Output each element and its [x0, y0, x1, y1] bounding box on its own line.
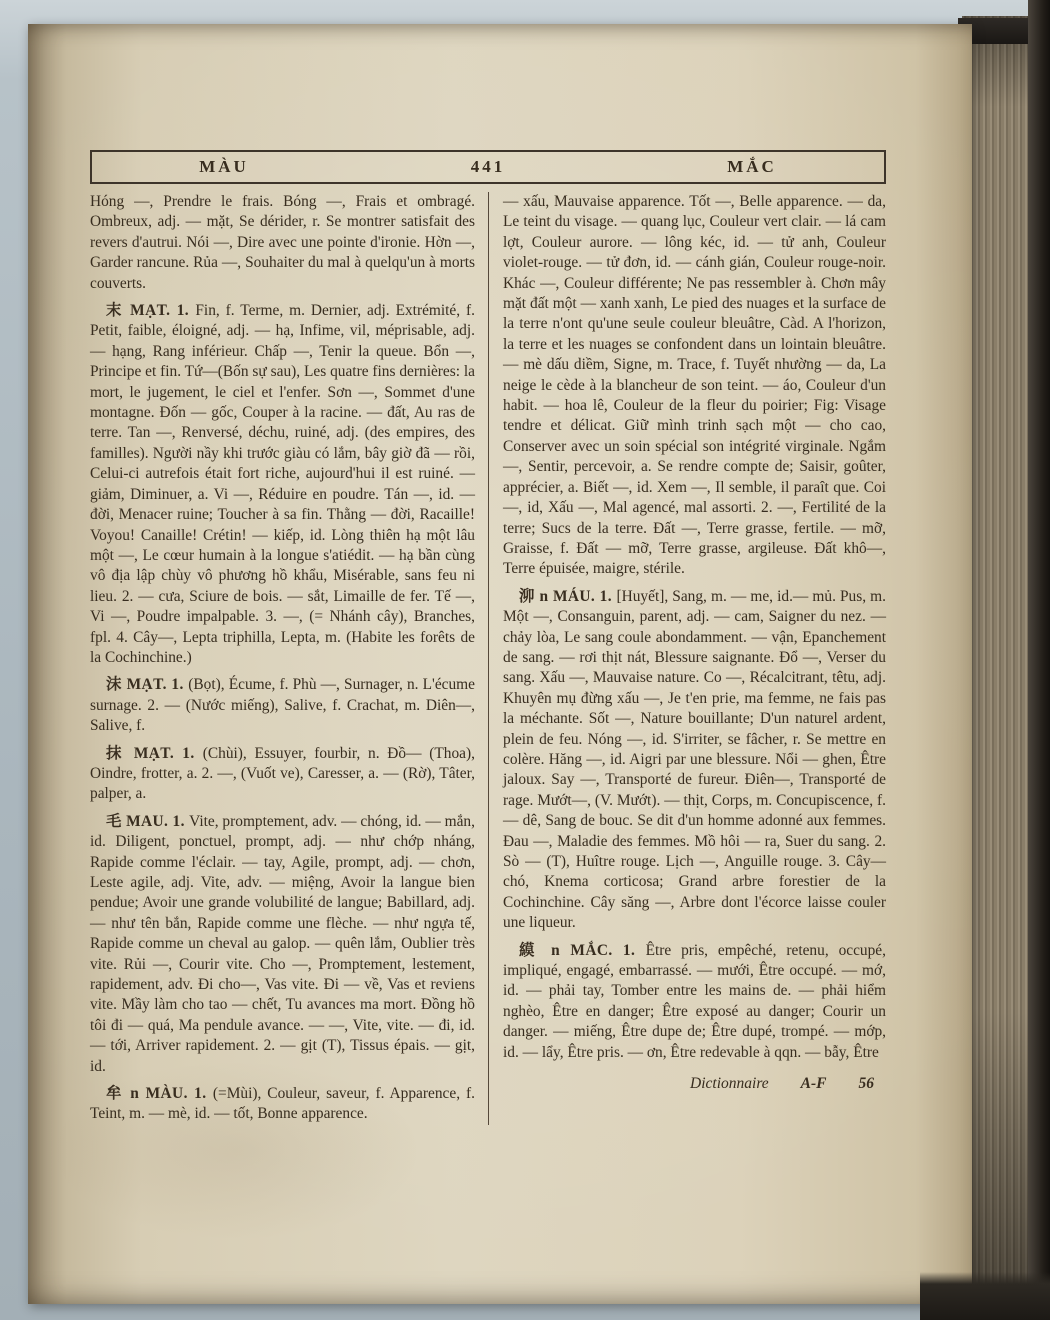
running-head-left-word: MÀU — [199, 157, 249, 176]
running-head-right-word: MẮC — [727, 157, 777, 176]
dictionary-entry: 抹 MẠT. 1. (Chùi), Essuyer, fourbir, n. Đồ— (Thoa), Oindre, frotter, a. 2. —, (Vuốt ve), Caresser, a. — (Rờ), Tâter, palper, a. — [90, 744, 475, 803]
left-column-entries — [90, 192, 475, 1125]
right-column-entries — [503, 192, 886, 1063]
dictionary-entry: Hóng —, Prendre le frais. Bóng —, Frais et ombragé. Ombreux, adj. — mặt, Se dérider, r. Se montrer satisfait des revers d'autrui. Nói —, Dire avec une pointe d'ironie. Hờn —, Garder rancune. Rủa —, Souhaiter du mal à quelqu'un à morts couverts. — [90, 193, 475, 292]
entry-headword: 泖 n MÁU. 1. — [519, 587, 617, 605]
dictionary-entry: 縸 n MẮC. 1. Être pris, empêché, retenu, occupé, impliqué, engagé, embarrassé. — mưới, Être occupé. — mớ, id. — phải tay, Tomber entre les mains de. — phải hiểm nghèo, Être en danger; Être exposé au danger; Courir un danger. — miếng, Être dupe de; Être dupé, trompé. — mớp, id. — lẩy, Être pris. — ơn, Être redevable à qqn. — bẫy, Être — [503, 941, 886, 1061]
book-cover-bottom-edge — [920, 1272, 1050, 1320]
footer-dictionary-label: Dictionnaire — [690, 1075, 769, 1093]
running-head — [90, 150, 886, 184]
book-cover-right-edge — [1028, 0, 1050, 1320]
entry-headword: 末 MẠT. 1. — [106, 302, 196, 320]
footer-signature-number: 56 — [858, 1075, 874, 1093]
dictionary-entry: 沫 MẠT. 1. (Bọt), Écume, f. Phù —, Surnager, n. L'écume surnage. 2. — (Nước miếng), Salive, f. Crachat, m. Diên—, Salive, f. — [90, 676, 475, 735]
entry-headword: 沫 MẠT. 1. — [106, 676, 189, 694]
dictionary-entry: — xấu, Mauvaise apparence. Tốt —, Belle apparence. — da, Le teint du visage. — quang lục, Couleur vert clair. — lá cam lợt, Couleur aurore. — lông kéc, id. — tử anh, Couleur violet-rouge. — tử đơn, id. — cánh gián, Couleur rouge-noir. Khác —, Couleur différente; Ne pas ressembler à. Chơn mây mặt đất một — xanh xanh, Le pied des nuages et la surface de la terre n'ont qu'une seule couleur bleuâtre, Càd. A l'horizon, la terre et les nuages se confondent dans un lointain bleuâtre. — mè dấu diềm, Signe, m. Trace, f. Tuyết nhường — da, La neige le cède à la blancheur de son teint. — áo, Couleur d'un habit. — hoa lê, Couleur de la fleur du poirier; Fig: Visage tendre et délicat. Giữ mình trinh sạch một — cho cao, Conserver avec un soin spécial son intégrité virginale. Ngắm —, Sentir, percevoir, a. Se rendre compte de; Saisir, goûter, apprécier, a. Biết —, id. Xem —, Il semble, il paraît que. Coi —, id, Xấu —, Mal agencé, mal assorti. 2. —, Fertilité de la terre; Sucs de la terre. Đất —, Terre grasse, fertile. — mỡ, Graisse, f. Đất — mỡ, Terre grasse, argileuse. Đất khô—, Terre épuisée, maigre, stérile. — [503, 193, 886, 578]
two-column-text — [90, 192, 886, 1125]
entry-headword: 毛 MAU. 1. — [106, 812, 190, 830]
footer-volume-label: A-F — [800, 1075, 827, 1093]
entry-headword: 抹 MẠT. 1. — [106, 744, 203, 762]
running-head-page-number: 441 — [470, 157, 506, 176]
dictionary-entry: 毛 MAU. 1. Vite, promptement, adv. — chóng, id. — mắn, id. Diligent, ponctuel, prompt, adj. — như chớp nháng, Rapide comme l'éclair. — tay, Agile, prompt, adj. — chơn, Leste agile, adj. Vite, adv. — miệng, Avoir la langue bien pendue; Avoir une grande volubilité de langue; Babillard, adj. — như tên bắn, Rapide comme une flèche. — như ngựa tế, Rapide comme un cheval au galop. — quên lắm, Oublier très vite. Rủi —, Courir vite. Cho —, Promptement, lestement, rapidement, adv. Đi cho—, Vas vite. Đi — về, Vas et reviens vite. Mầy làm cho tao — chết, Tu avances ma mort. Đồng hồ tôi đi — quá, Ma pendule avance. — —, Vite, vite. — đi, id. — tới, Arriver rapidement. 2. — gịt (T), Tissus épais. — gịt, id. — [90, 812, 475, 1075]
page-text-block — [90, 150, 886, 1125]
dictionary-entry: 末 MẠT. 1. Fin, f. Terme, m. Dernier, adj. Extrémité, f. Petit, faible, éloigné, adj. — hạ, Infime, vil, méprisable, adj. — hạng, Rang inférieur. Chấp —, Tenir la queue. Bổn —, Principe et fin. Tứ—(Bốn sự sau), Les quatre fins dernières: la mort, le jugement, le ciel et l'enfer. Sơn —, Sommet d'une montagne. Đốn — gốc, Couper à la racine. — đất, Au ras de terre. Tan —, Renversé, déchu, ruiné, adj. (des empires, des familles). Người nầy khi trước giàu có lắm, bây giờ đã — rồi, Celui-ci autrefois était fort riche, aujourd'hui il est ruiné. — giảm, Diminuer, a. Vi —, Réduire en poudre. Tán —, id. — đời, Menacer ruine; Toucher à sa fin. Thằng — đời, Racaille! Voyou! Canaille! Crétin! — kiếp, id. Lòng thiên hạ một lâu một —, Le cœur humain à la longue s'atiédit. — hạ bần cùng vô địa lập chùy vô phương hồ khẩu, Misérable, sans feu ni lieu. 2. — cưa, Sciure de bois. — sắt, Limaille de fer. Tế —, Vi —, Poudre impalpable. 3. —, (= Nhánh cây), Branches, fpl. 4. Cây—, Lepta triphilla, Lepta, m. (Habite les forêts de la Cochinchine.) — [90, 302, 475, 666]
dictionary-entry: 牟 n MÀU. 1. (=Mùi), Couleur, saveur, f. Apparence, f. Teint, m. — mè, id. — tốt, Bonne apparence. — [90, 1085, 475, 1123]
right-column — [488, 192, 886, 1125]
dictionary-entry: 泖 n MÁU. 1. [Huyết], Sang, m. — me, id.— mủ. Pus, m. Một —, Consanguin, parent, adj. — cam, Saigner du nez. — chảy lòa, Le sang coule abondamment. — vận, Epanchement de sang. — rơi thịt nát, Blessure saignante. Đổ —, Verser du sang. Xấu —, Mauvaise nature. Co —, Récalcitrant, têtu, adj. Khuyên mụ đừng xấu —, Je t'en prie, ma femme, ne fais pas la méchante. Sốt —, Nature bouillante; D'un naturel ardent, plein de feu. Nóng —, id. S'irriter, se fâcher, r. Se mettre en colère. Hăng —, id. Aigri par une blessure. Nổi — ghen, Être jaloux. Say —, Transporté de fureur. Điên—, Transporté de rage. Mướt—, (V. Mướt). — thịt, Corps, m. Concupiscence, f. — dê, Sang de bouc. Se dit d'un homme adonné aux femmes. Đau —, Maladie des femmes. Mồ hôi — ra, Suer du sang. 2. Sò — (T), Huître rouge. Lịch —, Anguille rouge. 3. Cây— chó, Knema corticosa; Grand arbre forestier de la Cochinchine. Cây săng —, Arbre dont l'écorce laisse couler une liqueur. — [503, 587, 886, 932]
entry-headword: 縸 n MẮC. 1. — [519, 941, 646, 959]
book-page — [28, 24, 972, 1304]
printer-signature — [503, 1075, 886, 1093]
entry-headword: 牟 n MÀU. 1. — [106, 1085, 213, 1103]
left-column — [90, 192, 488, 1125]
